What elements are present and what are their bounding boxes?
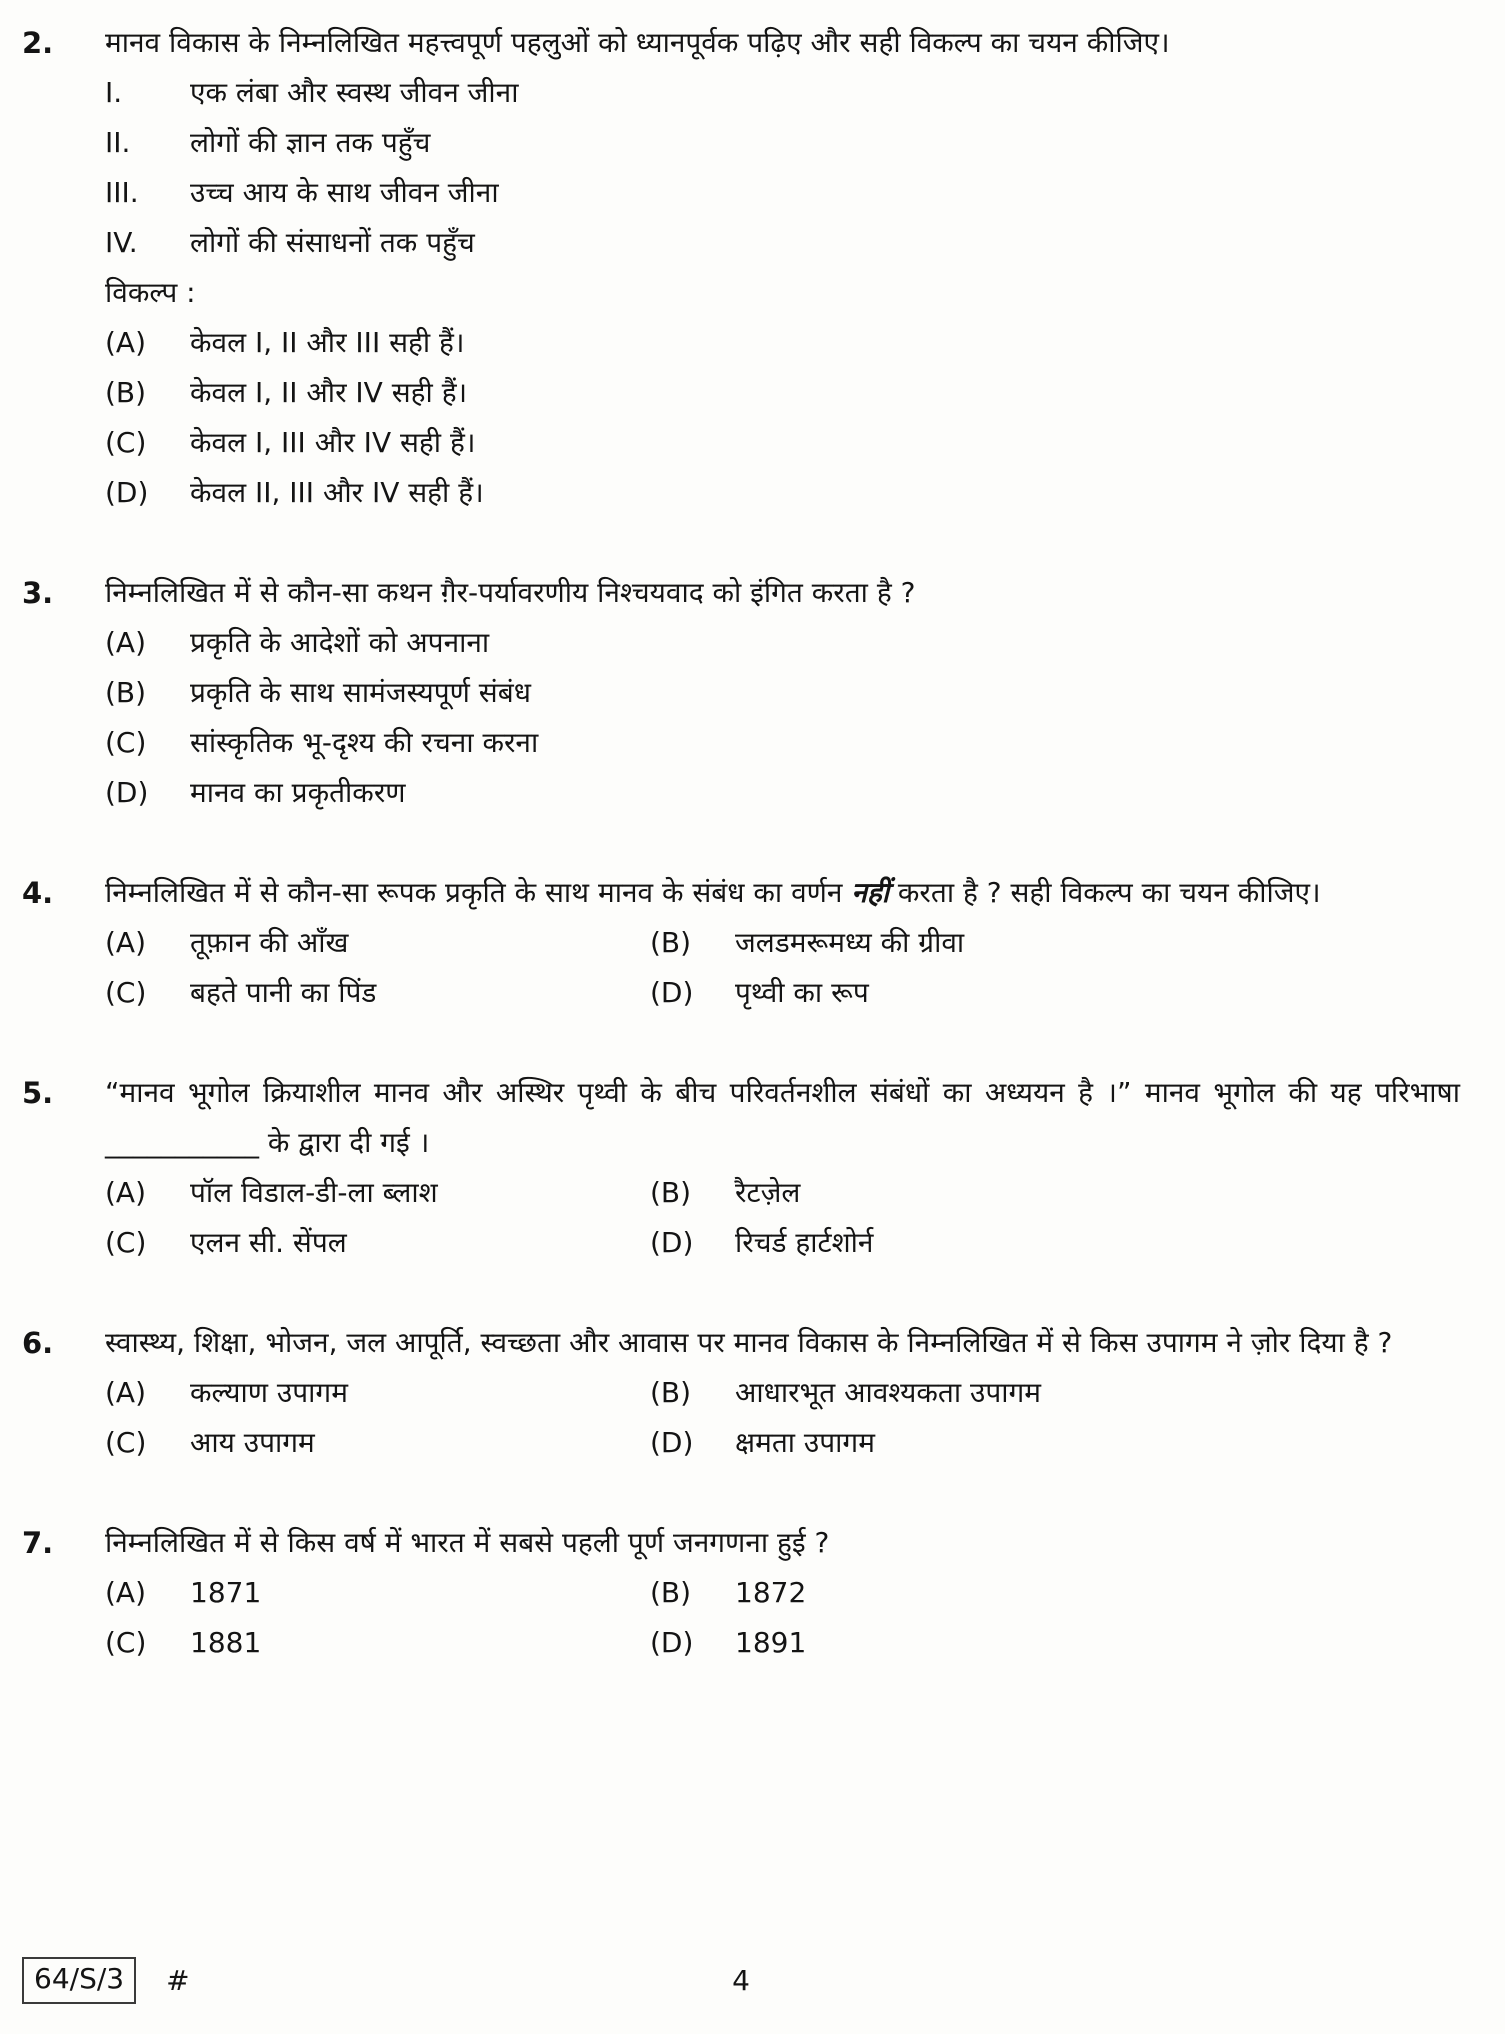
- options-list: [105, 918, 1460, 1018]
- statement-row: [105, 218, 1460, 268]
- question-text: [105, 1518, 1460, 1568]
- option-text: तूफ़ान की आँख: [190, 926, 349, 959]
- option-label: (B): [105, 376, 147, 409]
- option-row: [650, 1568, 1460, 1618]
- page-number: 4: [732, 1964, 750, 1997]
- option-text: केवल I, III और IV सही हैं।: [190, 426, 476, 459]
- question-number: 6.: [22, 1326, 54, 1360]
- options-list: [105, 318, 1460, 518]
- option-text: क्षमता उपागम: [735, 1426, 875, 1459]
- option-text: 1891: [735, 1626, 807, 1659]
- statement-text: एक लंबा और स्वस्थ जीवन जीना: [190, 76, 519, 109]
- option-text: प्रकृति के आदेशों को अपनाना: [190, 626, 490, 659]
- option-label: (B): [650, 1376, 692, 1409]
- question-text-part: स्वास्थ्य, शिक्षा, भोजन, जल आपूर्ति, स्वच्छता और आवास पर मानव विकास के निम्नलिखित में से किस उपागम ने ज़ोर दिया है ?: [105, 1326, 1393, 1359]
- question-block: [22, 1518, 1460, 1668]
- option-text: 1881: [190, 1626, 262, 1659]
- questions-container: [22, 18, 1460, 1668]
- question-block: [22, 1318, 1460, 1468]
- options-list: [105, 1368, 1460, 1468]
- option-text: एलन सी. सेंपल: [190, 1226, 347, 1259]
- option-row: [105, 1168, 650, 1218]
- option-text: केवल I, II और IV सही हैं।: [190, 376, 468, 409]
- question-block: [22, 1068, 1460, 1268]
- statement-label: IV.: [105, 226, 138, 259]
- question-text: [105, 568, 1460, 618]
- question-body: [105, 18, 1460, 518]
- option-text: आधारभूत आवश्यकता उपागम: [735, 1376, 1042, 1409]
- question-text-part: “मानव भूगोल क्रियाशील मानव और अस्थिर पृथ्वी के बीच परिवर्तनशील संबंधों का अध्ययन है ।” मानव भूगोल की यह परिभाषा ___________ के द्वारा दी गई ।: [105, 1076, 1460, 1159]
- question-text-part: मानव विकास के निम्नलिखित महत्त्वपूर्ण पहलुओं को ध्यानपूर्वक पढ़िए और सही विकल्प का चयन कीजिए।: [105, 26, 1170, 59]
- option-label: (C): [105, 1226, 147, 1259]
- question-block: [22, 18, 1460, 518]
- option-row: [105, 1418, 650, 1468]
- statement-label: I.: [105, 76, 123, 109]
- option-row: [105, 318, 1460, 368]
- statement-text: उच्च आय के साथ जीवन जीना: [190, 176, 499, 209]
- option-text: केवल I, II और III सही हैं।: [190, 326, 465, 359]
- question-number: 5.: [22, 1076, 54, 1110]
- option-row: [105, 418, 1460, 468]
- option-row: [105, 718, 1460, 768]
- page-footer: [22, 1957, 1460, 2004]
- question-number: 7.: [22, 1526, 54, 1560]
- option-text: रिचर्ड हार्टशोर्न: [735, 1226, 874, 1259]
- option-label: (C): [105, 426, 147, 459]
- statement-row: [105, 68, 1460, 118]
- option-text: पॉल विडाल-डी-ला ब्लाश: [190, 1176, 438, 1209]
- option-row: [650, 1618, 1460, 1668]
- option-text: बहते पानी का पिंड: [190, 976, 377, 1009]
- question-text: [105, 1068, 1460, 1168]
- option-row: [650, 1418, 1460, 1468]
- option-text: 1872: [735, 1576, 807, 1609]
- question-body: [105, 1518, 1460, 1668]
- options-heading: विकल्प :: [105, 276, 196, 309]
- option-row: [650, 1168, 1460, 1218]
- option-row: [105, 1218, 650, 1268]
- option-row: [650, 918, 1460, 968]
- option-text: आय उपागम: [190, 1426, 315, 1459]
- hash-symbol: #: [166, 1964, 190, 1997]
- question-text-part: निम्नलिखित में से कौन-सा रूपक प्रकृति के साथ मानव के संबंध का वर्णन: [105, 876, 852, 909]
- question-number: 4.: [22, 876, 54, 910]
- option-label: (A): [105, 626, 147, 659]
- option-label: (D): [650, 1626, 694, 1659]
- option-row: [650, 968, 1460, 1018]
- option-row: [105, 468, 1460, 518]
- option-label: (C): [105, 976, 147, 1009]
- question-body: [105, 1068, 1460, 1268]
- option-label: (D): [105, 476, 149, 509]
- option-row: [105, 768, 1460, 818]
- option-text: सांस्कृतिक भू-दृश्य की रचना करना: [190, 726, 539, 759]
- option-label: (C): [105, 726, 147, 759]
- statement-row: [105, 168, 1460, 218]
- option-row: [105, 668, 1460, 718]
- options-list: [105, 618, 1460, 818]
- option-label: (C): [105, 1626, 147, 1659]
- option-row: [105, 968, 650, 1018]
- option-text: रैटज़ेल: [735, 1176, 801, 1209]
- option-label: (A): [105, 926, 147, 959]
- option-label: (D): [650, 976, 694, 1009]
- option-label: (B): [650, 1576, 692, 1609]
- question-text: [105, 868, 1460, 918]
- option-row: [650, 1368, 1460, 1418]
- question-body: [105, 568, 1460, 818]
- question-text: [105, 1318, 1460, 1368]
- question-number: 3.: [22, 576, 54, 610]
- option-text: मानव का प्रकृतीकरण: [190, 776, 406, 809]
- option-row: [105, 618, 1460, 668]
- question-emphasis: नहीं: [851, 876, 889, 909]
- paper-code-box: 64/S/3: [22, 1957, 136, 2004]
- option-row: [105, 1368, 650, 1418]
- option-label: (B): [650, 926, 692, 959]
- question-text: [105, 18, 1460, 68]
- question-block: [22, 868, 1460, 1018]
- question-block: [22, 568, 1460, 818]
- option-label: (A): [105, 326, 147, 359]
- statement-label: III.: [105, 176, 139, 209]
- question-body: [105, 1318, 1460, 1468]
- option-label: (C): [105, 1426, 147, 1459]
- option-row: [650, 1218, 1460, 1268]
- option-row: [105, 1568, 650, 1618]
- option-text: केवल II, III और IV सही हैं।: [190, 476, 484, 509]
- option-label: (A): [105, 1576, 147, 1609]
- statement-text: लोगों की ज्ञान तक पहुँच: [190, 126, 431, 159]
- statement-text: लोगों की संसाधनों तक पहुँच: [190, 226, 475, 259]
- option-label: (A): [105, 1376, 147, 1409]
- statement-row: [105, 118, 1460, 168]
- option-label: (B): [105, 676, 147, 709]
- option-label: (D): [650, 1226, 694, 1259]
- option-text: कल्याण उपागम: [190, 1376, 348, 1409]
- option-text: जलडमरूमध्य की ग्रीवा: [735, 926, 965, 959]
- options-list: [105, 1568, 1460, 1668]
- options-list: [105, 1168, 1460, 1268]
- question-number: 2.: [22, 26, 54, 60]
- option-text: पृथ्वी का रूप: [735, 976, 869, 1009]
- option-label: (D): [105, 776, 149, 809]
- option-row: [105, 918, 650, 968]
- option-label: (B): [650, 1176, 692, 1209]
- option-label: (A): [105, 1176, 147, 1209]
- option-label: (D): [650, 1426, 694, 1459]
- question-text-part: निम्नलिखित में से किस वर्ष में भारत में सबसे पहली पूर्ण जनगणना हुई ?: [105, 1526, 830, 1559]
- statement-label: II.: [105, 126, 131, 159]
- option-row: [105, 368, 1460, 418]
- question-text-part: निम्नलिखित में से कौन-सा कथन ग़ैर-पर्यावरणीय निश्चयवाद को इंगित करता है ?: [105, 576, 916, 609]
- option-text: प्रकृति के साथ सामंजस्यपूर्ण संबंध: [190, 676, 531, 709]
- question-body: [105, 868, 1460, 1018]
- option-text: 1871: [190, 1576, 262, 1609]
- question-text-part: करता है ? सही विकल्प का चयन कीजिए।: [889, 876, 1321, 909]
- option-row: [105, 1618, 650, 1668]
